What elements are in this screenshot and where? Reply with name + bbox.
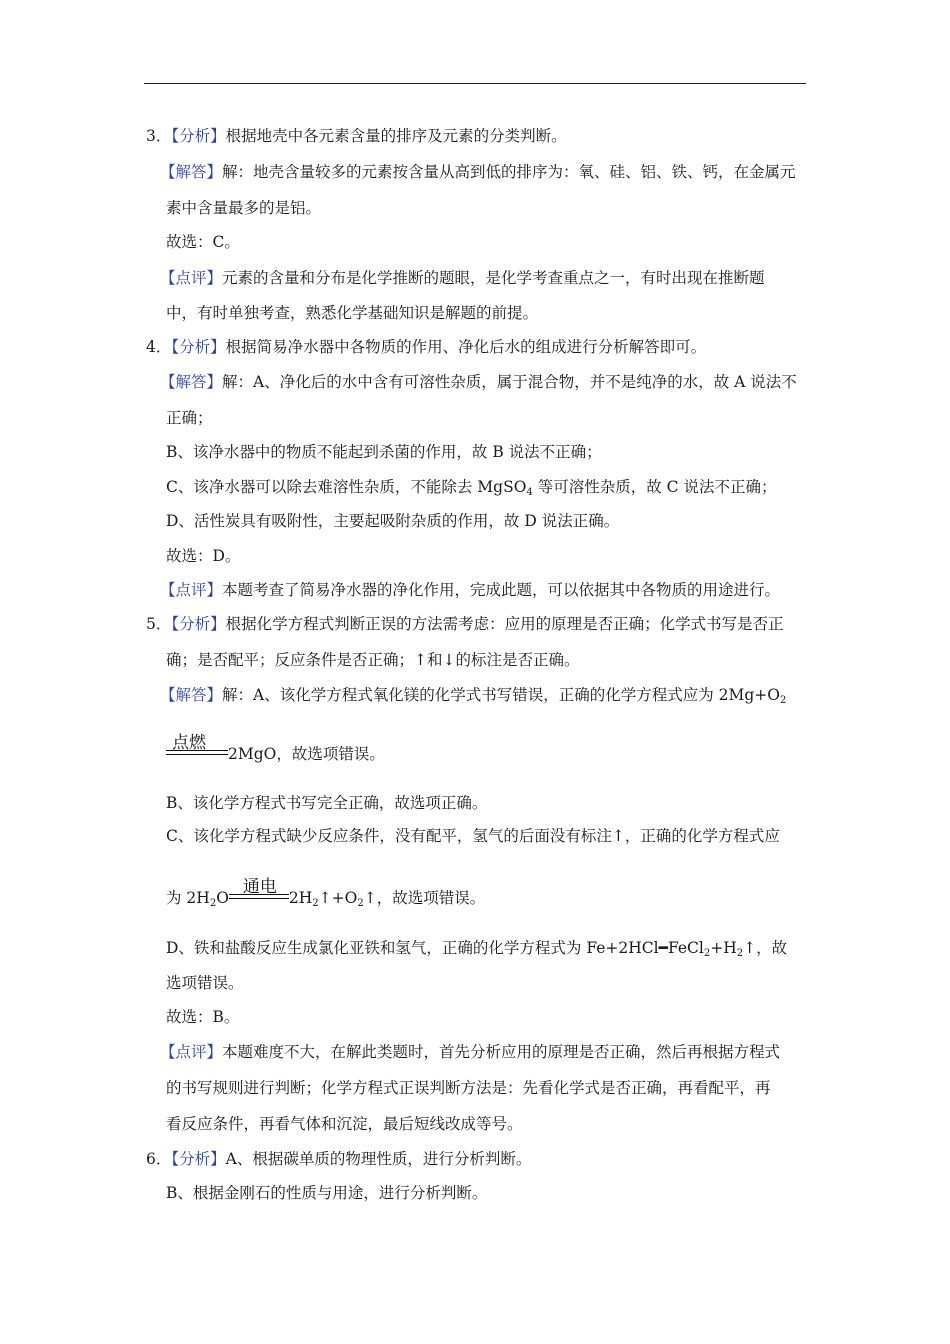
q5-d-pre: D、铁和盐酸反应生成氯化亚铁和氢气，正确的化学方程式为 Fe+2HCl━FeCl bbox=[166, 939, 704, 957]
q6-analysis-line bbox=[146, 1149, 531, 1169]
q5-analysis-tag: 【分析】 bbox=[171, 615, 226, 633]
q5-answer-tag: 【解答】 bbox=[160, 686, 223, 704]
q5-analysis-line-1 bbox=[146, 614, 784, 634]
q5-d-sub-1: 2 bbox=[703, 948, 711, 959]
q4-comment-text: 本题考查了简易净水器的净化作用，完成此题，可以依据其中各物质的用途进行。 bbox=[222, 581, 781, 599]
q4-analysis-line bbox=[146, 337, 706, 357]
q4-analysis-tag: 【分析】 bbox=[171, 338, 226, 356]
q5-answer-sub-1: 2 bbox=[780, 695, 787, 706]
q5-comment-line-3: 看反应条件，再看气体和沉淀，最后短线改成等号。 bbox=[166, 1115, 523, 1133]
q5-reaction-condition-ignite bbox=[166, 733, 228, 764]
q3-choice: 故选：C。 bbox=[166, 233, 240, 251]
q5-option-c-line-1: C、该化学方程式缺少反应条件，没有配平，氢气的后面没有标注↑，正确的化学方程式应 bbox=[166, 827, 780, 845]
q5-c-h: 2H bbox=[288, 889, 313, 907]
q5-d-mid: +H bbox=[710, 939, 737, 957]
q5-answer-text-1: 解：A、该化学方程式氧化镁的化学式书写错误，正确的化学方程式应为 2Mg+O bbox=[222, 686, 780, 704]
q3-comment-text-1: 元素的含量和分布是化学推断的题眼，是化学考查重点之一，有时出现在推断题 bbox=[222, 269, 765, 287]
q4-option-c-post: 等可溶性杂质，故 C 说法不正确； bbox=[532, 478, 777, 496]
q6-number: 6． bbox=[146, 1150, 172, 1168]
q4-option-c bbox=[166, 477, 776, 497]
q4-option-c-pre: C、该净水器可以除去难溶性杂质，不能除去 MgSO bbox=[166, 478, 527, 496]
q3-comment-tag: 【点评】 bbox=[160, 269, 223, 287]
q4-comment-line bbox=[160, 580, 780, 600]
q5-number: 5． bbox=[146, 615, 172, 633]
q5-option-b: B、该化学方程式书写完全正确，故选项正确。 bbox=[166, 794, 488, 812]
q4-number: 4． bbox=[146, 338, 172, 356]
q4-option-c-sub: 4 bbox=[526, 487, 533, 498]
q4-analysis-text: 根据简易净水器中各物质的作用、净化后水的组成进行分析解答即可。 bbox=[225, 338, 707, 356]
q6-option-b: B、根据金刚石的性质与用途，进行分析判断。 bbox=[166, 1184, 488, 1202]
q4-answer-line-2: 正确； bbox=[166, 409, 213, 427]
q5-c-pre: 为 2H bbox=[166, 889, 210, 907]
q5-choice: 故选：B。 bbox=[166, 1008, 240, 1026]
q5-c-post: ↑，故选项错误。 bbox=[363, 889, 486, 907]
q3-answer-text-1: 解：地壳含量较多的元素按含量从高到低的排序为：氧、硅、铝、铁、钙，在金属元 bbox=[222, 163, 796, 181]
q5-option-d-line-2: 选项错误。 bbox=[166, 974, 244, 992]
q5-answer-line-2 bbox=[166, 733, 385, 764]
q4-option-d: D、活性炭具有吸附性，主要起吸附杂质的作用，故 D 说法正确。 bbox=[166, 512, 620, 530]
q3-answer-line-1 bbox=[160, 162, 796, 182]
q5-d-post: ↑，故 bbox=[743, 939, 788, 957]
q4-answer-text-1: 解：A、净化后的水中含有可溶性杂质，属于混合物，并不是纯净的水，故 A 说法不 bbox=[222, 373, 797, 391]
q6-option-a: A、根据碳单质的物理性质，进行分析判断。 bbox=[225, 1150, 532, 1168]
q5-d-sub-2: 2 bbox=[736, 948, 744, 959]
q5-comment-text-1: 本题难度不大，在解此类题时，首先分析应用的原理是否正确，然后再根据方程式 bbox=[222, 1043, 781, 1061]
q4-option-b: B、该净水器中的物质不能起到杀菌的作用，故 B 说法不正确； bbox=[166, 443, 602, 461]
q4-answer-tag: 【解答】 bbox=[160, 373, 223, 391]
q5-answer-text-2: 2MgO，故选项错误。 bbox=[228, 745, 385, 763]
q5-option-c-line-2 bbox=[166, 877, 486, 909]
q4-comment-tag: 【点评】 bbox=[160, 581, 223, 599]
q5-comment-line-1 bbox=[160, 1042, 780, 1062]
q5-condition-electric-label: 通电 bbox=[242, 877, 277, 897]
q3-number: 3． bbox=[146, 127, 172, 145]
q5-condition-ignite-label: 点燃 bbox=[172, 733, 206, 753]
q5-c-mid: ↑+O bbox=[318, 889, 358, 907]
q3-analysis-line bbox=[146, 126, 567, 146]
q5-c-sub-3: 2 bbox=[357, 898, 364, 909]
q5-option-d-line-1 bbox=[166, 938, 787, 958]
q5-c-o: O bbox=[216, 889, 229, 907]
q3-answer-tag: 【解答】 bbox=[160, 163, 223, 181]
q5-comment-tag: 【点评】 bbox=[160, 1043, 223, 1061]
q3-answer-line-2: 素中含量最多的是铝。 bbox=[166, 199, 322, 217]
q3-analysis-tag: 【分析】 bbox=[171, 127, 226, 145]
q5-c-sub-2: 2 bbox=[312, 898, 319, 909]
header-rule bbox=[144, 83, 806, 84]
q4-choice: 故选：D。 bbox=[166, 547, 241, 565]
q6-analysis-tag: 【分析】 bbox=[171, 1150, 226, 1168]
q5-analysis-line-2: 确；是否配平；反应条件是否正确；↑和↓的标注是否正确。 bbox=[166, 651, 580, 669]
q3-comment-line-2: 中，有时单独考查，熟悉化学基础知识是解题的前提。 bbox=[166, 304, 539, 322]
q3-analysis-text: 根据地壳中各元素含量的排序及元素的分类判断。 bbox=[225, 127, 567, 145]
q5-c-sub-1: 2 bbox=[209, 898, 217, 909]
q3-comment-line-1 bbox=[160, 268, 765, 288]
q4-answer-line-1 bbox=[160, 372, 797, 392]
q5-answer-line-1 bbox=[160, 685, 786, 705]
q5-analysis-text-1: 根据化学方程式判断正误的方法需考虑：应用的原理是否正确；化学式书写是否正 bbox=[225, 615, 784, 633]
q5-reaction-condition-electric bbox=[229, 877, 289, 908]
q5-comment-line-2: 的书写规则进行判断；化学方程式正误判断方法是：先看化学式是否正确，再看配平，再 bbox=[166, 1079, 771, 1097]
